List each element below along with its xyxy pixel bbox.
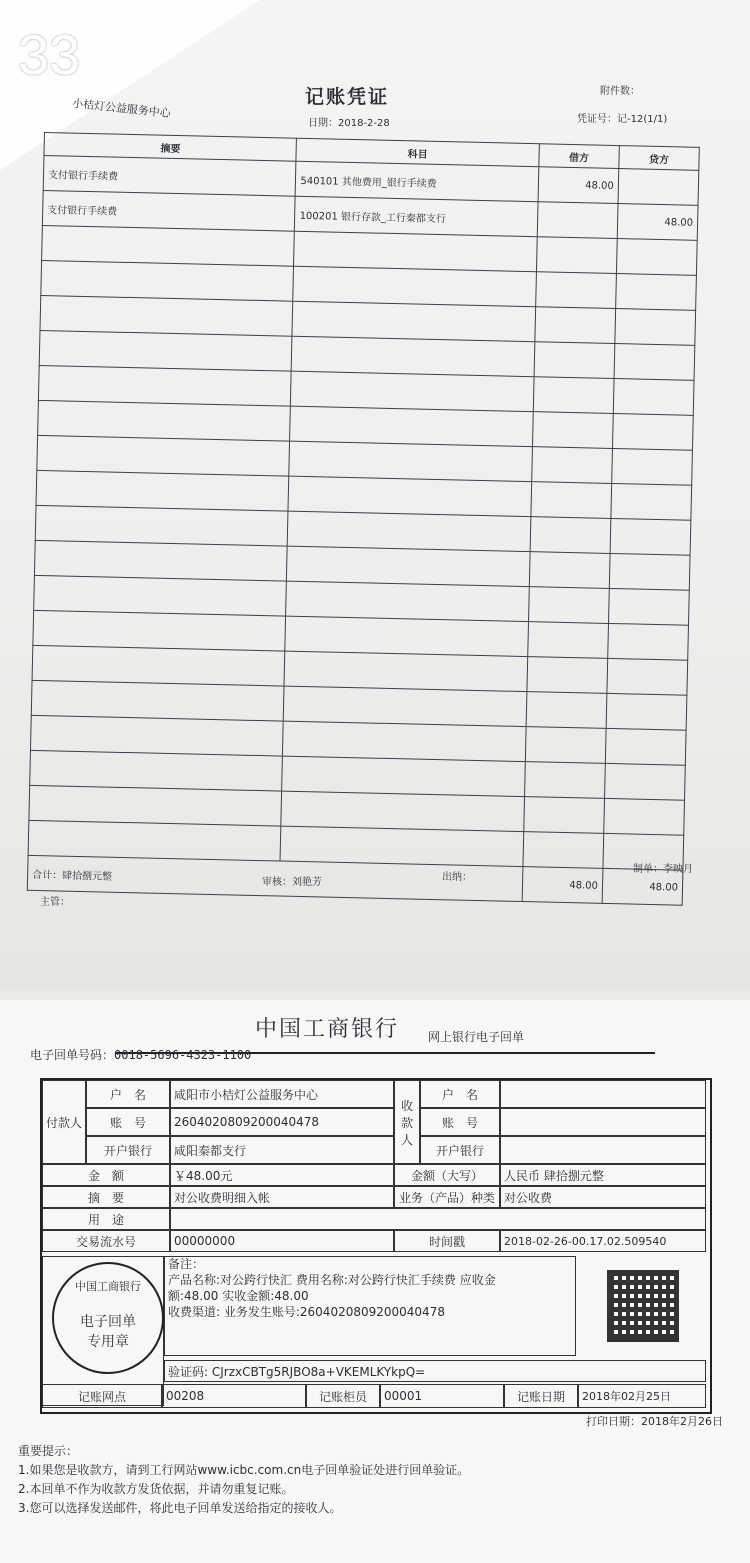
note-label: 备注： <box>168 1257 205 1271</box>
row-debit <box>537 202 618 239</box>
verify-code: 验证码: CJrzxCBTg5RJBO8a+VKEMLKYkpQ= <box>164 1360 706 1382</box>
payer-name: 咸阳市小桔灯公益服务中心 <box>170 1080 394 1108</box>
tips-title: 重要提示： <box>18 1444 79 1458</box>
row-summary: 支付银行手续费 <box>43 156 296 197</box>
payer-account-label: 账 号 <box>86 1108 170 1136</box>
voucher-org: 小桔灯公益服务中心 <box>71 96 172 121</box>
row-debit: 48.00 <box>538 167 619 204</box>
payer-bank: 咸阳秦都支行 <box>170 1136 394 1164</box>
stamp-text <box>54 1312 162 1352</box>
bank-name: 中国工商银行 <box>255 1017 400 1042</box>
amount-upper-label: 金额（大写） <box>394 1164 500 1186</box>
reviewer-label: 审核：刘艳芳 <box>262 877 322 888</box>
total-credit: 48.00 <box>602 868 683 905</box>
amount-label: 金 额 <box>42 1164 170 1186</box>
important-tips <box>18 1442 469 1518</box>
payee-bank-label: 开户银行 <box>420 1136 500 1164</box>
total-label: 合计：肆拾捌元整 <box>27 855 522 901</box>
preparer-label: 制单：李映月 <box>633 864 693 875</box>
timestamp-value: 2018-02-26-00.17.02.509540 <box>500 1230 706 1252</box>
book-date-label: 记账日期 <box>504 1384 578 1408</box>
purpose-label: 用 途 <box>42 1208 170 1230</box>
total-debit: 48.00 <box>522 867 603 904</box>
row-credit <box>618 169 699 206</box>
amount-value: ￥48.00元 <box>170 1164 394 1186</box>
receipt-number-value: 0018-5696-4323-1100 <box>114 1048 252 1062</box>
payee-label: 收款人 <box>394 1080 420 1164</box>
payer-account: 2604020809200040478 <box>170 1108 394 1136</box>
summary-label: 摘 要 <box>42 1186 170 1208</box>
stamp-bank-name: 中国工商银行 <box>75 1280 141 1293</box>
stamp-line2: 专用章 <box>87 1334 129 1350</box>
payee-account-label: 账 号 <box>420 1108 500 1136</box>
voucher-date: 日期：2018-2-28 <box>308 118 390 129</box>
txn-no-value: 00000000 <box>170 1230 394 1252</box>
amount-upper-value: 人民币 肆拾捌元整 <box>500 1164 706 1186</box>
cashier-label: 出纳： <box>442 872 472 883</box>
business-type-label: 业务（产品）种类 <box>394 1186 500 1208</box>
branch-value: 00208 <box>162 1384 306 1408</box>
supervisor-label: 主管： <box>40 897 70 908</box>
note-line1: 产品名称:对公跨行快汇 费用名称:对公跨行快汇手续费 应收金 <box>168 1273 496 1287</box>
header-credit: 贷方 <box>619 146 700 171</box>
header-summary: 摘要 <box>44 133 297 162</box>
header-account: 科目 <box>296 138 539 166</box>
tip-2: 2.本回单不作为收款方发货依据，并请勿重复记账。 <box>18 1482 294 1496</box>
tip-1: 1.如果您是收款方，请到工行网站www.icbc.com.cn电子回单验证处进行回单验证。 <box>18 1463 470 1477</box>
receipt-subtitle: 网上银行电子回单 <box>428 1030 525 1044</box>
voucher-attachments: 附件数： <box>600 86 640 97</box>
note-line3: 收费渠道: 业务发生账号:2604020809200040478 <box>168 1305 445 1319</box>
summary-value: 对公收费明细入帐 <box>170 1186 394 1208</box>
branch-label: 记账网点 <box>42 1384 162 1408</box>
stamp-line1: 电子回单 <box>80 1314 136 1330</box>
txn-no-label: 交易流水号 <box>42 1230 170 1252</box>
print-date: 打印日期：2018年2月26日 <box>586 1415 723 1428</box>
voucher-table <box>27 132 700 906</box>
qr-code <box>607 1270 679 1342</box>
row-summary: 支付银行手续费 <box>42 190 295 231</box>
receipt-number <box>30 1046 251 1063</box>
receipt-number-label: 电子回单号码： <box>30 1048 115 1062</box>
book-date-value: 2018年02月25日 <box>578 1384 706 1408</box>
payee-name-label: 户 名 <box>420 1080 500 1108</box>
payee-name <box>500 1080 706 1108</box>
payer-label: 付款人 <box>42 1080 86 1164</box>
header-debit: 借方 <box>539 144 620 169</box>
electronic-receipt-stamp <box>52 1262 164 1374</box>
row-credit: 48.00 <box>617 204 698 241</box>
teller-value: 00001 <box>380 1384 504 1408</box>
payer-name-label: 户 名 <box>86 1080 170 1108</box>
row-account: 540101 其他费用_银行手续费 <box>296 161 539 201</box>
page-number: 33 <box>18 23 81 86</box>
business-type-value: 对公收费 <box>500 1186 706 1208</box>
note-line2: 额:48.00 实收金额:48.00 <box>168 1289 309 1303</box>
note-content <box>168 1256 578 1320</box>
voucher-title: 记账凭证 <box>305 86 390 108</box>
teller-label: 记账柜员 <box>306 1384 380 1408</box>
row-account: 100201 银行存款_工行秦都支行 <box>295 196 538 236</box>
payee-bank <box>500 1136 706 1164</box>
bank-receipt <box>0 1000 750 1563</box>
purpose-value <box>170 1208 706 1230</box>
timestamp-label: 时间戳 <box>394 1230 500 1252</box>
voucher-number: 凭证号：记-12(1/1) <box>577 114 668 125</box>
tip-3: 3.您可以选择发送邮件，将此电子回单发送给指定的接收人。 <box>18 1501 342 1515</box>
payee-account <box>500 1108 706 1136</box>
payer-bank-label: 开户银行 <box>86 1136 170 1164</box>
